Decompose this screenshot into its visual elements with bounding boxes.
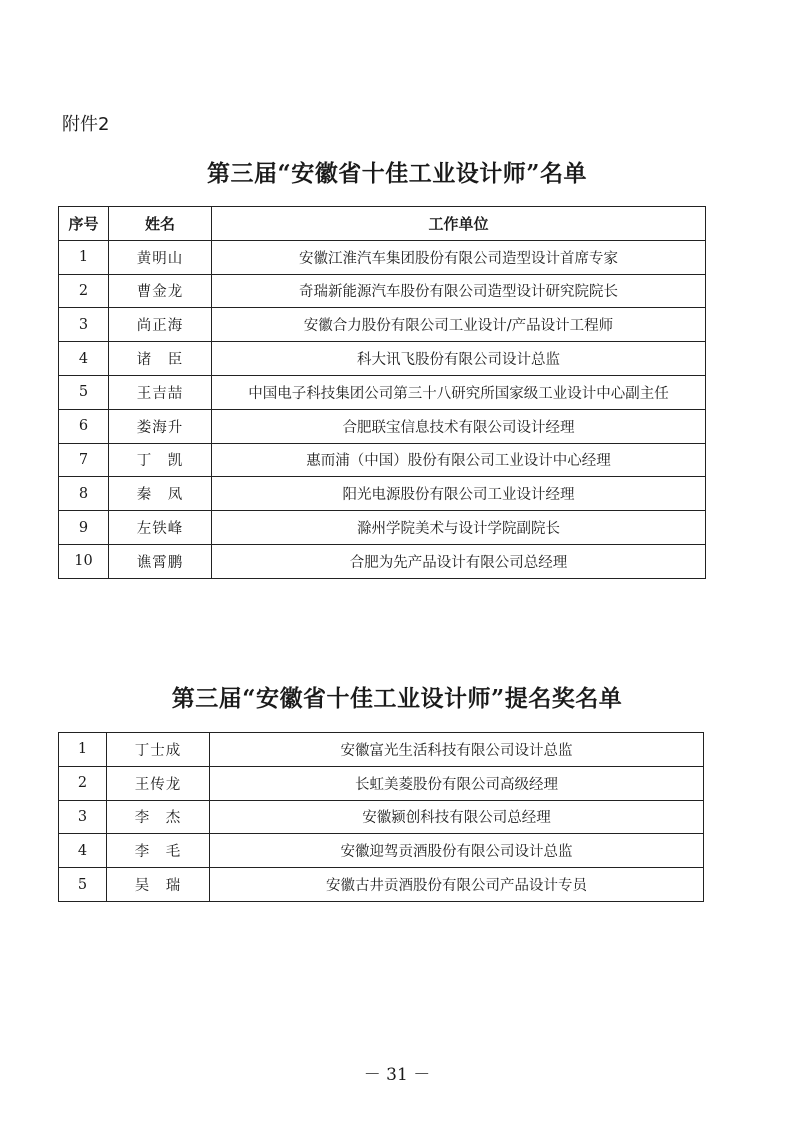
person-name: 诸 臣 [109,342,212,376]
table-row [59,766,704,800]
nominees-table [58,732,704,902]
work-unit: 科大讯飞股份有限公司设计总监 [212,342,706,376]
table-header-row [59,207,706,241]
row-number: 2 [59,766,107,800]
nominees-table-body [59,733,704,902]
table-row [59,834,704,868]
table-row [59,274,706,308]
header-org: 工作单位 [212,207,706,241]
table-row [59,477,706,511]
work-unit: 合肥联宝信息技术有限公司设计经理 [212,409,706,443]
row-number: 3 [59,800,107,834]
row-number: 4 [59,342,109,376]
work-unit: 滁州学院美术与设计学院副院长 [212,511,706,545]
list2-title: 第三届“安徽省十佳工业设计师”提名奖名单 [171,685,623,712]
table-row [59,342,706,376]
work-unit: 安徽古井贡酒股份有限公司产品设计专员 [210,868,704,902]
person-name: 曹金龙 [109,274,212,308]
table-row [59,409,706,443]
person-name: 尚正海 [109,308,212,342]
table-row [59,733,704,767]
person-name: 李 杰 [107,800,210,834]
row-number: 1 [59,733,107,767]
work-unit: 安徽江淮汽车集团股份有限公司造型设计首席专家 [212,240,706,274]
table-row [59,240,706,274]
row-number: 5 [59,868,107,902]
work-unit: 阳光电源股份有限公司工业设计经理 [212,477,706,511]
work-unit: 安徽合力股份有限公司工业设计/产品设计工程师 [212,308,706,342]
page-number: － 31 － [363,1065,431,1085]
person-name: 王吉喆 [109,375,212,409]
header-name: 姓名 [109,207,212,241]
person-name: 丁士成 [107,733,210,767]
table-row [59,443,706,477]
person-name: 谯霄鹏 [109,544,212,578]
person-name: 秦 凤 [109,477,212,511]
header-no: 序号 [59,207,109,241]
work-unit: 安徽富光生活科技有限公司设计总监 [210,733,704,767]
winners-table [58,206,706,579]
row-number: 3 [59,308,109,342]
person-name: 丁 凯 [109,443,212,477]
row-number: 8 [59,477,109,511]
list1-title: 第三届“安徽省十佳工业设计师”名单 [207,160,587,187]
table-row [59,544,706,578]
row-number: 7 [59,443,109,477]
work-unit: 中国电子科技集团公司第三十八研究所国家级工业设计中心副主任 [212,375,706,409]
person-name: 李 毛 [107,834,210,868]
person-name: 左铁峰 [109,511,212,545]
row-number: 5 [59,375,109,409]
row-number: 6 [59,409,109,443]
table-row [59,375,706,409]
person-name: 王传龙 [107,766,210,800]
person-name: 吴 瑞 [107,868,210,902]
work-unit: 长虹美菱股份有限公司高级经理 [210,766,704,800]
work-unit: 合肥为先产品设计有限公司总经理 [212,544,706,578]
row-number: 2 [59,274,109,308]
work-unit: 安徽迎驾贡酒股份有限公司设计总监 [210,834,704,868]
table-row [59,800,704,834]
work-unit: 惠而浦（中国）股份有限公司工业设计中心经理 [212,443,706,477]
work-unit: 奇瑞新能源汽车股份有限公司造型设计研究院院长 [212,274,706,308]
table-row [59,868,704,902]
row-number: 9 [59,511,109,545]
attachment-label: 附件2 [62,114,110,135]
winners-table-body [59,240,706,578]
work-unit: 安徽颍创科技有限公司总经理 [210,800,704,834]
person-name: 娄海升 [109,409,212,443]
row-number: 10 [59,544,109,578]
row-number: 4 [59,834,107,868]
table-row [59,511,706,545]
table-row [59,308,706,342]
row-number: 1 [59,240,109,274]
person-name: 黄明山 [109,240,212,274]
